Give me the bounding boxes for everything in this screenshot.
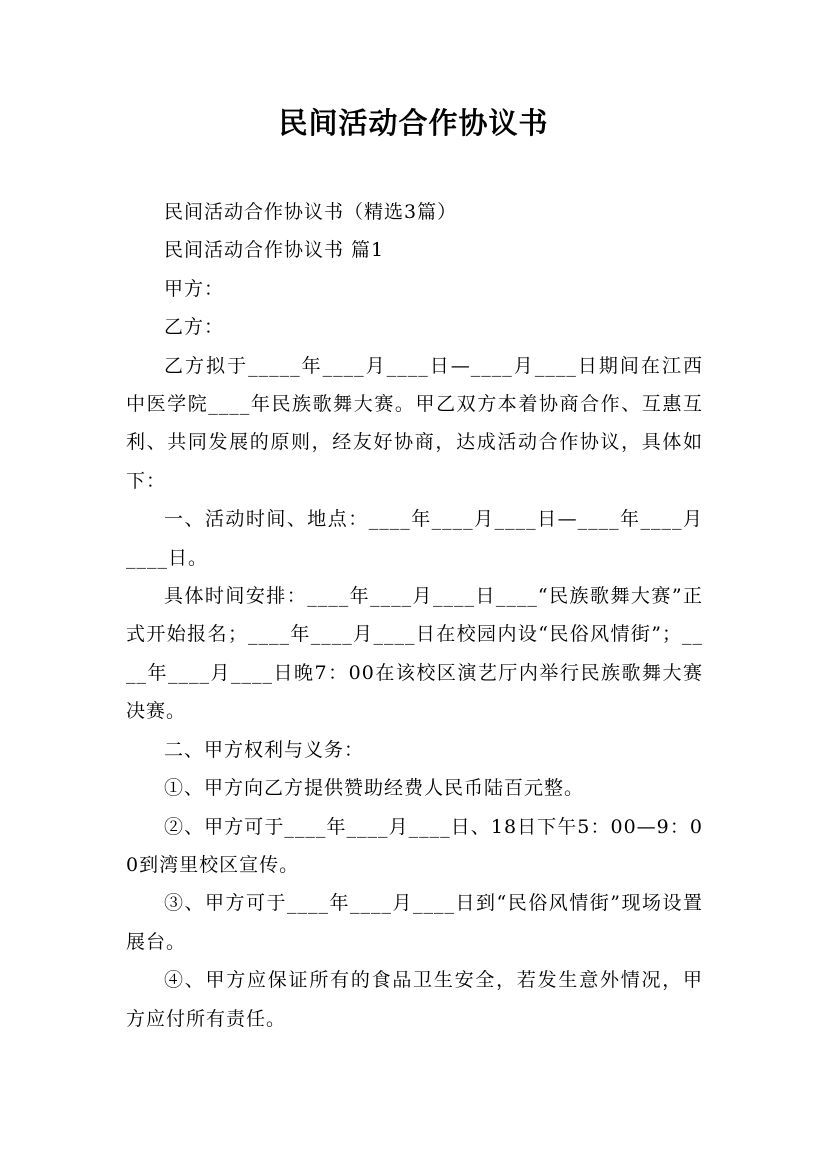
paragraph-schedule: 具体时间安排：____年____月____日____“民族歌舞大赛”正式开始报名；____年____月____日在校园内设“民俗风情街”；____年____月____日晚7：00在该校区演艺厅内举行民族歌舞大赛决赛。 — [126, 585, 703, 723]
paragraph-clause-3: ③、甲方可于____年____月____日到“民俗风情街”现场设置展台。 — [126, 892, 703, 953]
paragraph-clause-4: ④、甲方应保证所有的食品卫生安全，若发生意外情况，甲方应付所有责任。 — [126, 969, 703, 1030]
paragraph-party-a: 甲方： — [164, 277, 225, 300]
document-body — [126, 193, 703, 1038]
document-title: 民间活动合作协议书 — [278, 106, 549, 140]
paragraph-time-location: 一、活动时间、地点：____年____月____日—____年____月____日。 — [126, 508, 703, 569]
paragraph-clause-2: ②、甲方可于____年____月____日、18日下午5：00—9：00到湾里校区宣传。 — [126, 815, 703, 876]
paragraph-subtitle: 民间活动合作协议书（精选3篇） — [164, 201, 458, 223]
paragraph-party-a-rights-heading: 二、甲方权利与义务： — [164, 738, 365, 761]
paragraph-intro: 乙方拟于_____年____月____日—____月____日期间在江西中医学院____年民族歌舞大赛。甲乙双方本着协商合作、互惠互利、共同发展的原则，经友好协商，达成活动合作协议，具体如下： — [126, 354, 703, 492]
paragraph-clause-1: ①、甲方向乙方提供赞助经费人民币陆百元整。 — [164, 777, 585, 800]
paragraph-section-heading: 民间活动合作协议书 篇1 — [164, 239, 385, 262]
paragraph-party-b: 乙方： — [164, 316, 225, 339]
